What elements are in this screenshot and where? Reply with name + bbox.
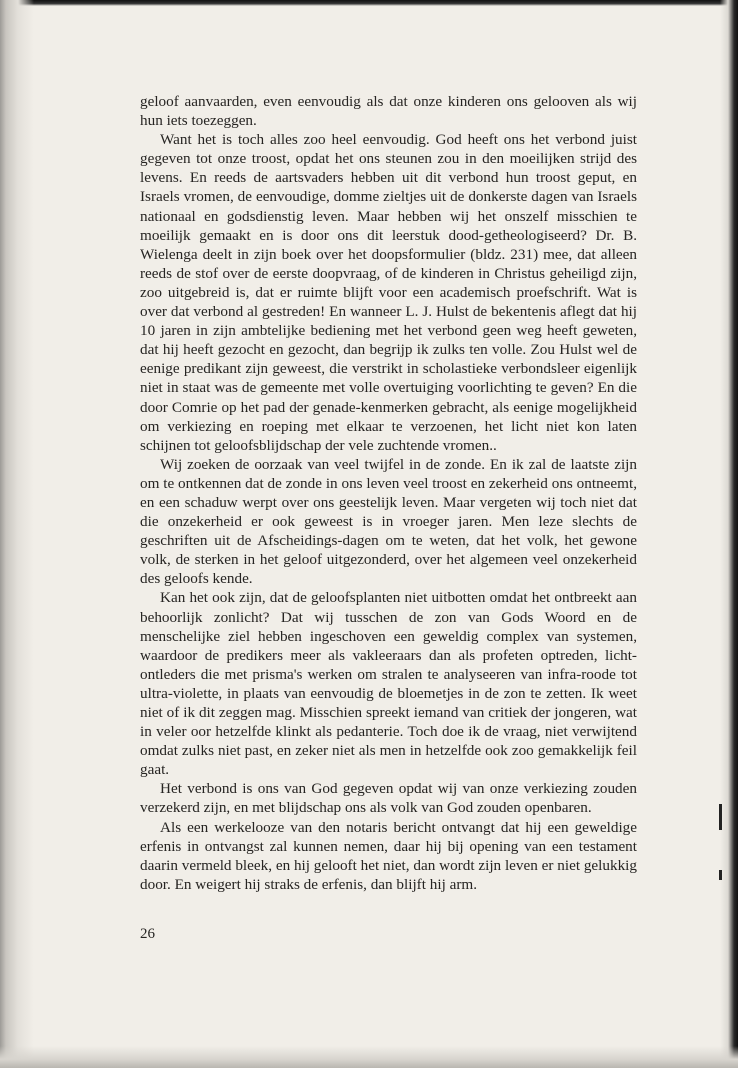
- page-number: 26: [140, 926, 155, 942]
- top-scan-edge: [0, 0, 738, 6]
- body-text: [140, 92, 637, 894]
- left-page-gutter: [0, 0, 34, 1068]
- paragraph: Als een werkelooze van den notaris bericht ontvangt dat hij een geweldige erfenis in ontvangst zal kunnen nemen, daar hij bij opening van een testament daarin vermeld bleek, en hij gelooft het niet, dan wordt zijn leven er niet gelukkig door. En weigert hij straks de erfenis, dan blijft hij arm.: [140, 818, 637, 893]
- paragraph: Kan het ook zijn, dat de geloofsplanten niet uitbotten omdat het ontbreekt aan behoorlijk zonlicht? Dat wij tusschen de zon van Gods Woord en de menschelijke ziel hebben ingeschoven een geweldig complex van systemen, waardoor de predikers meer als vakleeraars dan als profeten optreden, licht-ontleders die met prisma's werken om stralen te analyseeren van infra-roode tot ultra-violette, in plaats van eenvoudig de bloemetjes in de zon te zetten. Ik weet niet of ik dit zeggen mag. Misschien spreekt iemand van critiek der jongeren, wat in veler oor hetzelfde klinkt als pedanterie. Toch doe ik de vraag, niet verwijtend omdat zulks niet past, en zeker niet als men in hetzelfde ook zoo gemakkelijk feil gaat.: [140, 589, 637, 779]
- paragraph: Het verbond is ons van God gegeven opdat wij van onze verkiezing zouden verzekerd zijn, en met blijdschap ons als volk van God zouden openbaren.: [140, 780, 637, 817]
- right-scan-edge: [720, 0, 738, 1068]
- paragraph: Want het is toch alles zoo heel eenvoudig. God heeft ons het verbond juist gegeven tot onze troost, opdat het ons steunen zou in den moeilijken strijd des levens. En reeds de aartsvaders hebben uit dit verbond hun troost geput, en Israels vromen, de eenvoudige, domme zieltjes uit de donkerste dagen van Israels nationaal en godsdienstig leven. Maar hebben wij het onszelf misschien te moeilijk gemaakt en is door ons dit leerstuk dood-getheologiseerd? Dr. B. Wielenga deelt in zijn boek over het doopsformulier (bldz. 231) mee, dat alleen reeds de stof over de eerste doopvraag, of de kinderen in Christus geheiligd zijn, zoo uitgebreid is, dat er ruimte blijft voor een academisch proefschrift. Wat is over dat verbond al gestreden! En wanneer L. J. Hulst de bekentenis aflegt dat hij 10 jaren in zijn ambtelijke bediening met het verbond geen weg heeft geweten, dat hij heeft gezocht en gezocht, dan begrijp ik zulks ten volle. Zou Hulst wel de eenige predikant zijn geweest, die verstrikt in scholastieke verbondsleer eigenlijk niet in staat was de gemeente met volle overtuiging voorlichting te geven? En die door Comrie op het pad der genade-kenmerken gebracht, als eenige mogelijkheid om verkiezing en roeping met elkaar te verzoenen, het licht niet kon laten schijnen tot geloofsblijdschap der vele zuchtende vromen..: [140, 131, 637, 454]
- paragraph: Wij zoeken de oorzaak van veel twijfel in de zonde. En ik zal de laatste zijn om te ontkennen dat de zonde in ons leven veel troost en zekerheid ons ontneemt, en een schaduw werpt over ons geestelijk leven. Maar vergeten wij toch niet dat die onzekerheid er ook geweest is in vroeger jaren. Men leze slechts de geschriften uit de Afscheidings-dagen om te weten, dat het volk, het gewone volk, de sterken in het geloof uitgezonderd, over het algemeen veel onzekerheid des geloofs kende.: [140, 455, 637, 588]
- margin-mark: [719, 870, 722, 880]
- paragraph: geloof aanvaarden, even eenvoudig als dat onze kinderen ons gelooven als wij hun iets toezeggen.: [140, 93, 637, 130]
- margin-mark: [719, 804, 722, 830]
- bottom-scan-edge: [0, 1046, 738, 1068]
